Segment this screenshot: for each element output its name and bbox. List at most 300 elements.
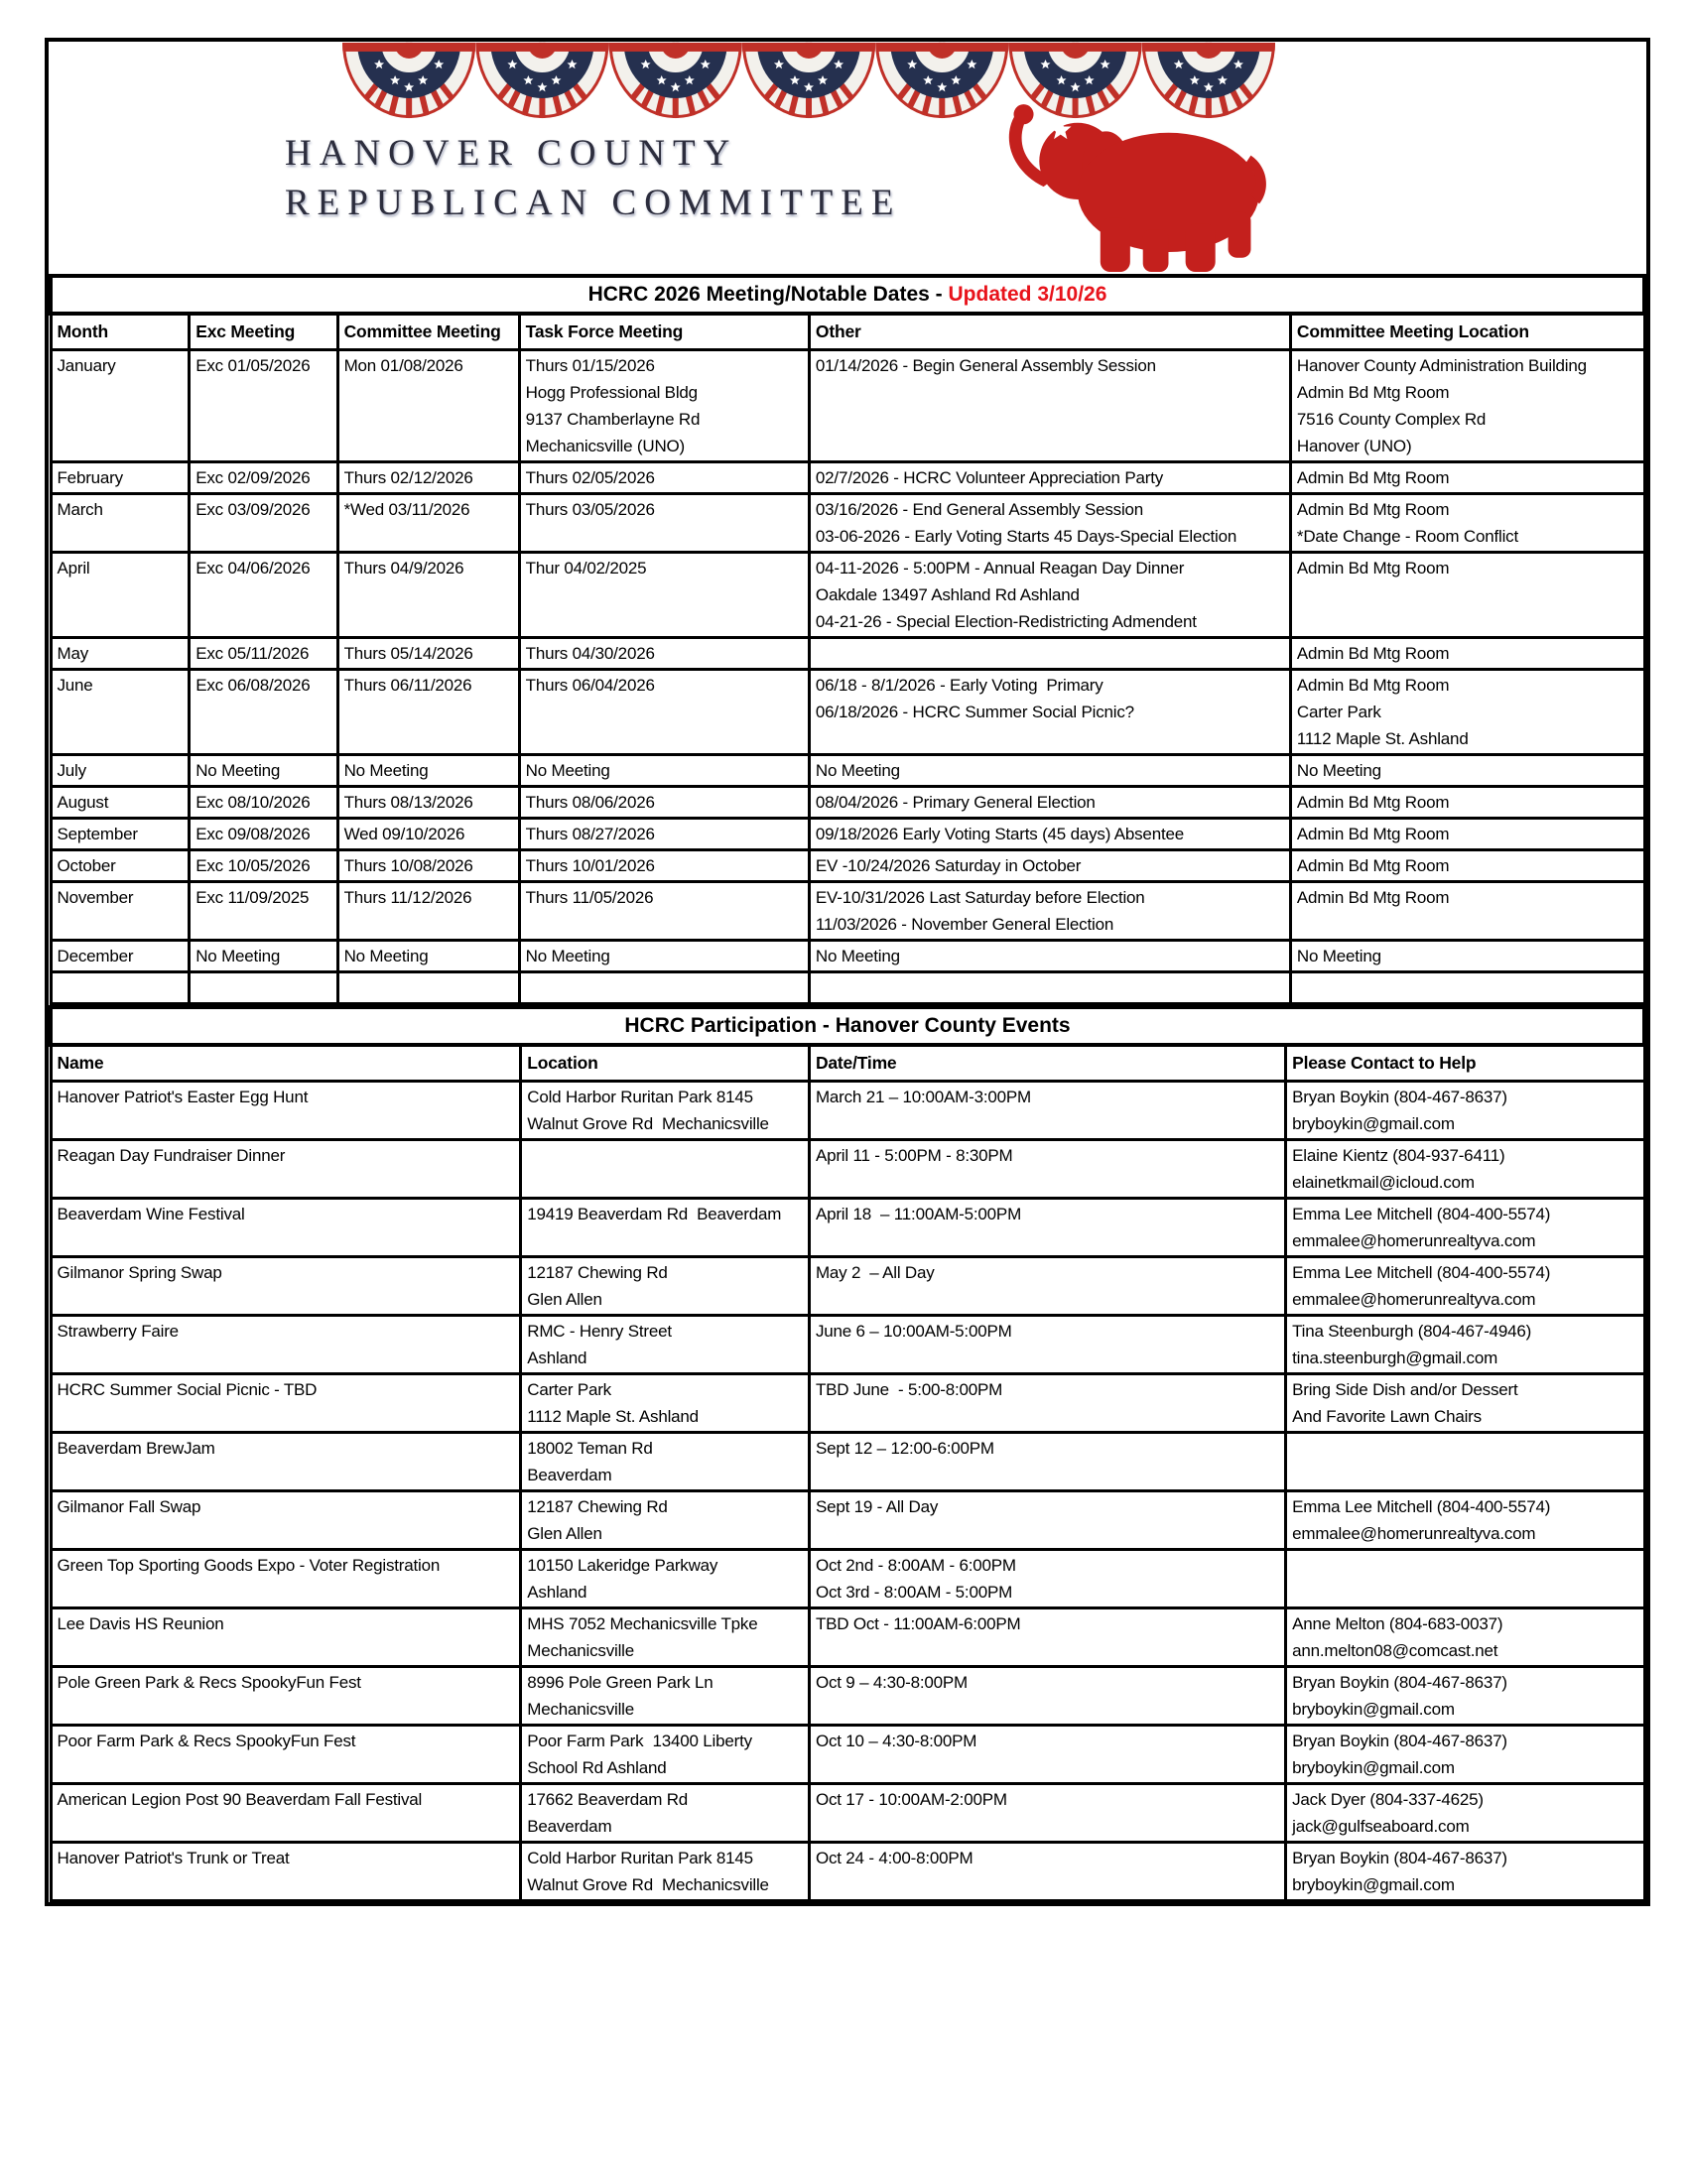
republican-elephant-logo — [979, 87, 1295, 272]
cell-line: Exc 05/11/2026 — [195, 644, 310, 663]
meeting-cell — [519, 755, 809, 787]
meeting-cell — [190, 787, 337, 819]
cell-line: Gilmanor Spring Swap — [57, 1263, 222, 1282]
event-cell — [521, 1257, 810, 1316]
event-cell — [521, 1491, 810, 1550]
meeting-cell — [190, 670, 337, 755]
cell-line: Thurs 08/06/2026 — [525, 793, 655, 812]
event-cell — [51, 1140, 521, 1199]
event-cell — [1286, 1784, 1644, 1843]
events-table-title: HCRC Participation - Hanover County Events — [51, 1007, 1644, 1045]
meeting-cell — [519, 850, 809, 882]
cell-line: Admin Bd Mtg Room — [1296, 825, 1450, 843]
cell-line: Thurs 04/9/2026 — [343, 559, 464, 578]
cell-line: Cold Harbor Ruritan Park 8145 — [527, 1849, 753, 1867]
cell-line: Thurs 05/14/2026 — [343, 644, 473, 663]
meeting-cell — [51, 941, 190, 972]
event-cell — [51, 1433, 521, 1491]
cell-line: No Meeting — [195, 947, 281, 965]
event-cell — [51, 1550, 521, 1608]
event-cell — [809, 1374, 1285, 1433]
cell-line: Emma Lee Mitchell (804-400-5574) — [1292, 1497, 1551, 1516]
cell-line: Thurs 02/05/2026 — [525, 468, 655, 487]
cell-line: Admin Bd Mtg Room — [1296, 500, 1450, 519]
table-row — [51, 1316, 1644, 1374]
cell-line: TBD Oct - 11:00AM-6:00PM — [815, 1614, 1021, 1633]
cell-line: Thurs 06/04/2026 — [525, 676, 655, 695]
meeting-cell — [51, 882, 190, 941]
meeting-cell — [809, 462, 1290, 494]
cell-line: *Date Change - Room Conflict — [1296, 527, 1518, 546]
cell-line: Thurs 10/08/2026 — [343, 856, 473, 875]
cell-line: Thurs 06/11/2026 — [343, 676, 472, 695]
table-row — [51, 850, 1644, 882]
cell-line: Ashland — [527, 1349, 587, 1367]
cell-line: Thurs 02/12/2026 — [343, 468, 473, 487]
meeting-cell — [1290, 972, 1644, 1004]
event-cell — [809, 1316, 1285, 1374]
cell-line: Exc 01/05/2026 — [195, 356, 311, 375]
meeting-cell — [519, 350, 809, 462]
meeting-cell — [190, 882, 337, 941]
cell-line: July — [57, 761, 86, 780]
cell-line: Bryan Boykin (804-467-8637) — [1292, 1732, 1507, 1750]
meeting-cell — [1290, 670, 1644, 755]
cell-line: 06/18/2026 - HCRC Summer Social Picnic? — [815, 703, 1134, 721]
meeting-cell — [190, 819, 337, 850]
cell-line: 1112 Maple St. Ashland — [527, 1407, 699, 1426]
meeting-cell — [51, 494, 190, 553]
cell-line: Elaine Kientz (804-937-6411) — [1292, 1146, 1505, 1165]
cell-line: 12187 Chewing Rd — [527, 1497, 668, 1516]
cell-line: Bryan Boykin (804-467-8637) — [1292, 1849, 1507, 1867]
meeting-cell — [190, 638, 337, 670]
cell-line: bryboykin@gmail.com — [1292, 1875, 1455, 1894]
event-cell — [51, 1082, 521, 1140]
cell-line: emmalee@homerunrealtyva.com — [1292, 1290, 1536, 1309]
event-cell — [521, 1082, 810, 1140]
cell-line: 11/03/2026 - November General Election — [815, 915, 1114, 934]
cell-line: Thurs 08/13/2026 — [343, 793, 473, 812]
cell-line: Emma Lee Mitchell (804-400-5574) — [1292, 1263, 1551, 1282]
col-header-date-time: Date/Time — [809, 1045, 1285, 1082]
cell-line: Ashland — [527, 1583, 587, 1602]
cell-line: Admin Bd Mtg Room — [1296, 383, 1450, 402]
cell-line: Thurs 11/05/2026 — [525, 888, 654, 907]
cell-line: Exc 02/09/2026 — [195, 468, 311, 487]
cell-line: Mechanicsville (UNO) — [525, 437, 686, 455]
cell-line: 08/04/2026 - Primary General Election — [815, 793, 1096, 812]
table-row — [51, 638, 1644, 670]
cell-line — [195, 974, 330, 1001]
event-cell — [521, 1316, 810, 1374]
meeting-cell — [1290, 850, 1644, 882]
cell-line: RMC - Henry Street — [527, 1322, 672, 1341]
meeting-cell — [190, 755, 337, 787]
meeting-table-header-row — [51, 314, 1644, 350]
cell-line: Exc 06/08/2026 — [195, 676, 311, 695]
meeting-cell — [809, 755, 1290, 787]
meeting-cell — [337, 462, 519, 494]
table-row — [51, 1784, 1644, 1843]
cell-line: Admin Bd Mtg Room — [1296, 676, 1450, 695]
event-cell — [809, 1843, 1285, 1901]
cell-line: 01/14/2026 - Begin General Assembly Session — [815, 356, 1156, 375]
event-cell — [809, 1784, 1285, 1843]
meeting-cell — [1290, 787, 1644, 819]
cell-line: April — [57, 559, 90, 578]
cell-line: Admin Bd Mtg Room — [1296, 888, 1450, 907]
meeting-cell — [337, 850, 519, 882]
meeting-cell — [337, 350, 519, 462]
cell-line: Glen Allen — [527, 1524, 602, 1543]
meeting-cell — [190, 972, 337, 1004]
cell-line: 8996 Pole Green Park Ln — [527, 1673, 714, 1692]
col-header-contact: Please Contact to Help — [1286, 1045, 1644, 1082]
event-cell — [1286, 1667, 1644, 1726]
cell-line: Oct 9 – 4:30-8:00PM — [815, 1673, 968, 1692]
table-row — [51, 941, 1644, 972]
cell-line: 02/7/2026 - HCRC Volunteer Appreciation Party — [815, 468, 1164, 487]
meeting-cell — [51, 553, 190, 638]
cell-line: 10150 Lakeridge Parkway — [527, 1556, 718, 1575]
events-table-title-row — [51, 1007, 1644, 1045]
cell-line: April 18 – 11:00AM-5:00PM — [815, 1205, 1022, 1223]
cell-line: 1112 Maple St. Ashland — [1296, 729, 1469, 748]
cell-line: Gilmanor Fall Swap — [57, 1497, 201, 1516]
meeting-cell — [190, 350, 337, 462]
cell-line: Carter Park — [1296, 703, 1381, 721]
event-cell — [51, 1667, 521, 1726]
cell-line: Hogg Professional Bldg — [525, 383, 698, 402]
table-row — [51, 670, 1644, 755]
cell-line: Walnut Grove Rd Mechanicsville — [527, 1875, 769, 1894]
cell-line: Poor Farm Park 13400 Liberty — [527, 1732, 752, 1750]
cell-line: November — [57, 888, 134, 907]
meeting-cell — [809, 670, 1290, 755]
meeting-cell — [809, 850, 1290, 882]
cell-line: Tina Steenburgh (804-467-4946) — [1292, 1322, 1532, 1341]
cell-line: Hanover County Administration Building — [1296, 356, 1587, 375]
cell-line: Bryan Boykin (804-467-8637) — [1292, 1088, 1507, 1106]
meeting-cell — [1290, 638, 1644, 670]
col-header-exc-meeting: Exc Meeting — [190, 314, 337, 350]
meeting-table-updated-text: Updated 3/10/26 — [948, 283, 1107, 306]
meeting-cell — [519, 882, 809, 941]
table-row — [51, 1843, 1644, 1901]
cell-line: emmalee@homerunrealtyva.com — [1292, 1524, 1536, 1543]
event-cell — [51, 1491, 521, 1550]
event-cell — [51, 1843, 521, 1901]
cell-line: 04-21-26 - Special Election-Redistricting Admendent — [815, 612, 1197, 631]
meeting-cell — [519, 638, 809, 670]
table-row — [51, 1257, 1644, 1316]
meeting-cell — [1290, 350, 1644, 462]
event-cell — [521, 1433, 810, 1491]
cell-line: Oct 10 – 4:30-8:00PM — [815, 1732, 977, 1750]
cell-line: May — [57, 644, 89, 663]
cell-line: 06/18 - 8/1/2026 - Early Voting Primary — [815, 676, 1103, 695]
cell-line: Bryan Boykin (804-467-8637) — [1292, 1673, 1507, 1692]
cell-line: 7516 County Complex Rd — [1296, 410, 1487, 429]
event-cell — [1286, 1140, 1644, 1199]
cell-line: No Meeting — [525, 947, 610, 965]
meeting-cell — [51, 850, 190, 882]
event-cell — [521, 1667, 810, 1726]
table-row — [51, 972, 1644, 1004]
cell-line: 19419 Beaverdam Rd Beaverdam — [527, 1205, 782, 1223]
cell-line: Thurs 11/12/2026 — [343, 888, 472, 907]
meeting-cell — [1290, 755, 1644, 787]
meeting-cell — [519, 972, 809, 1004]
event-cell — [51, 1374, 521, 1433]
cell-line: 09/18/2026 Early Voting Starts (45 days) Absentee — [815, 825, 1184, 843]
event-cell — [1286, 1257, 1644, 1316]
event-cell — [51, 1608, 521, 1667]
cell-line: Exc 11/09/2025 — [195, 888, 310, 907]
cell-line: May 2 – All Day — [815, 1263, 935, 1282]
cell-line: No Meeting — [1296, 761, 1381, 780]
table-row — [51, 350, 1644, 462]
cell-line: April 11 - 5:00PM - 8:30PM — [815, 1146, 1013, 1165]
meeting-cell — [809, 787, 1290, 819]
event-cell — [1286, 1843, 1644, 1901]
meeting-cell — [51, 787, 190, 819]
cell-line: Admin Bd Mtg Room — [1296, 793, 1450, 812]
cell-line: No Meeting — [195, 761, 281, 780]
cell-line — [344, 974, 513, 1001]
event-cell — [521, 1843, 810, 1901]
event-cell — [809, 1199, 1285, 1257]
cell-line: And Favorite Lawn Chairs — [1292, 1407, 1482, 1426]
event-cell — [51, 1726, 521, 1784]
event-cell — [521, 1550, 810, 1608]
cell-line: EV -10/24/2026 Saturday in October — [815, 856, 1082, 875]
cell-line: bryboykin@gmail.com — [1292, 1700, 1455, 1719]
meeting-cell — [337, 755, 519, 787]
event-cell — [809, 1608, 1285, 1667]
cell-line: March 21 – 10:00AM-3:00PM — [815, 1088, 1031, 1106]
meeting-cell — [51, 972, 190, 1004]
cell-line: Admin Bd Mtg Room — [1296, 468, 1450, 487]
meeting-cell — [1290, 819, 1644, 850]
cell-line: February — [57, 468, 123, 487]
meeting-cell — [51, 350, 190, 462]
meeting-cell — [519, 819, 809, 850]
meeting-cell — [190, 553, 337, 638]
meeting-cell — [1290, 941, 1644, 972]
event-cell — [1286, 1374, 1644, 1433]
cell-line: EV-10/31/2026 Last Saturday before Election — [815, 888, 1145, 907]
cell-line: Beaverdam — [527, 1466, 612, 1484]
event-cell — [809, 1550, 1285, 1608]
cell-line: June — [57, 676, 93, 695]
event-cell — [521, 1374, 810, 1433]
event-cell — [1286, 1550, 1644, 1608]
meeting-cell — [190, 941, 337, 972]
meeting-cell — [337, 972, 519, 1004]
event-cell — [521, 1726, 810, 1784]
table-row — [51, 1491, 1644, 1550]
cell-line: No Meeting — [343, 761, 429, 780]
meeting-cell — [1290, 882, 1644, 941]
meeting-cell — [190, 494, 337, 553]
cell-line: 03-06-2026 - Early Voting Starts 45 Days-Special Election — [815, 527, 1237, 546]
meeting-cell — [337, 553, 519, 638]
cell-line: Wed 09/10/2026 — [343, 825, 465, 843]
cell-line: bryboykin@gmail.com — [1292, 1758, 1455, 1777]
event-cell — [1286, 1316, 1644, 1374]
cell-line: Carter Park — [527, 1380, 611, 1399]
event-cell — [1286, 1726, 1644, 1784]
cell-line: Oct 3rd - 8:00AM - 5:00PM — [815, 1583, 1013, 1602]
table-row — [51, 787, 1644, 819]
cell-line: bryboykin@gmail.com — [1292, 1114, 1455, 1133]
cell-line: Exc 10/05/2026 — [195, 856, 311, 875]
meeting-cell — [337, 494, 519, 553]
cell-line: No Meeting — [815, 761, 900, 780]
meeting-cell — [809, 494, 1290, 553]
cell-line: Hanover (UNO) — [1296, 437, 1412, 455]
cell-line: Beaverdam Wine Festival — [57, 1205, 245, 1223]
cell-line: Admin Bd Mtg Room — [1296, 856, 1450, 875]
meeting-cell — [809, 882, 1290, 941]
cell-line: Mechanicsville — [527, 1700, 635, 1719]
col-header-month: Month — [51, 314, 190, 350]
cell-line: Pole Green Park & Recs SpookyFun Fest — [57, 1673, 361, 1692]
event-cell — [1286, 1433, 1644, 1491]
cell-line: Cold Harbor Ruritan Park 8145 — [527, 1088, 753, 1106]
cell-line — [58, 974, 184, 1001]
table-row — [51, 819, 1644, 850]
table-row — [51, 1433, 1644, 1491]
cell-line: No Meeting — [343, 947, 429, 965]
cell-line: TBD June - 5:00-8:00PM — [815, 1380, 1003, 1399]
cell-line: Bring Side Dish and/or Dessert — [1292, 1380, 1518, 1399]
cell-line: Reagan Day Fundraiser Dinner — [57, 1146, 286, 1165]
table-row — [51, 462, 1644, 494]
meeting-cell — [809, 553, 1290, 638]
meeting-cell — [1290, 462, 1644, 494]
meeting-cell — [519, 494, 809, 553]
flyer-header — [49, 42, 1646, 274]
cell-line: No Meeting — [1296, 947, 1381, 965]
cell-line: Oct 24 - 4:00-8:00PM — [815, 1849, 973, 1867]
cell-line: Exc 08/10/2026 — [195, 793, 311, 812]
meeting-cell — [51, 638, 190, 670]
cell-line: Admin Bd Mtg Room — [1296, 644, 1450, 663]
col-header-task-force-meeting: Task Force Meeting — [519, 314, 809, 350]
col-header-committee-meeting-location: Committee Meeting Location — [1290, 314, 1644, 350]
event-cell — [1286, 1491, 1644, 1550]
cell-line: tina.steenburgh@gmail.com — [1292, 1349, 1498, 1367]
event-cell — [521, 1199, 810, 1257]
cell-line: Thurs 10/01/2026 — [525, 856, 655, 875]
meeting-cell — [337, 787, 519, 819]
cell-line: Beaverdam — [527, 1817, 612, 1836]
organization-name-line2: REPUBLICAN COMMITTEE — [285, 183, 902, 223]
cell-line: Glen Allen — [527, 1290, 602, 1309]
event-cell — [809, 1726, 1285, 1784]
meeting-cell — [337, 670, 519, 755]
meeting-table-title-text: HCRC 2026 Meeting/Notable Dates - — [587, 283, 949, 306]
meeting-cell — [809, 819, 1290, 850]
cell-line: October — [57, 856, 116, 875]
cell-line: Green Top Sporting Goods Expo - Voter Registration — [57, 1556, 441, 1575]
table-row — [51, 553, 1644, 638]
cell-line: Exc 04/06/2026 — [195, 559, 311, 578]
cell-line: No Meeting — [815, 947, 900, 965]
cell-line: MHS 7052 Mechanicsville Tpke — [527, 1614, 758, 1633]
cell-line: Mon 01/08/2026 — [343, 356, 463, 375]
cell-line: Strawberry Faire — [57, 1322, 179, 1341]
event-cell — [809, 1257, 1285, 1316]
cell-line: HCRC Summer Social Picnic - TBD — [57, 1380, 318, 1399]
table-row — [51, 494, 1644, 553]
cell-line: Anne Melton (804-683-0037) — [1292, 1614, 1503, 1633]
meeting-cell — [51, 462, 190, 494]
cell-line: Oct 17 - 10:00AM-2:00PM — [815, 1790, 1007, 1809]
meeting-cell — [809, 638, 1290, 670]
meeting-cell — [190, 850, 337, 882]
col-header-other: Other — [809, 314, 1290, 350]
cell-line: Mechanicsville — [527, 1641, 635, 1660]
event-cell — [809, 1491, 1285, 1550]
event-cell — [809, 1433, 1285, 1491]
event-cell — [1286, 1199, 1644, 1257]
cell-line: December — [57, 947, 134, 965]
cell-line: 9137 Chamberlayne Rd — [525, 410, 701, 429]
table-row — [51, 755, 1644, 787]
meeting-cell — [519, 787, 809, 819]
event-cell — [51, 1257, 521, 1316]
events-table-header-row — [51, 1045, 1644, 1082]
cell-line: 12187 Chewing Rd — [527, 1263, 668, 1282]
cell-line: Beaverdam BrewJam — [57, 1439, 215, 1458]
cell-line: Admin Bd Mtg Room — [1296, 559, 1450, 578]
meeting-cell — [809, 350, 1290, 462]
meeting-cell — [337, 819, 519, 850]
meeting-table-title-row — [51, 276, 1644, 314]
cell-line: Thurs 04/30/2026 — [525, 644, 655, 663]
event-cell — [1286, 1608, 1644, 1667]
meeting-cell — [337, 638, 519, 670]
meeting-cell — [1290, 494, 1644, 553]
cell-line: Oakdale 13497 Ashland Rd Ashland — [815, 585, 1080, 604]
cell-line: Lee Davis HS Reunion — [57, 1614, 224, 1633]
meeting-table-title — [51, 276, 1644, 314]
cell-line: Thurs 01/15/2026 — [525, 356, 655, 375]
cell-line: Emma Lee Mitchell (804-400-5574) — [1292, 1205, 1551, 1223]
event-cell — [51, 1784, 521, 1843]
cell-line: Jack Dyer (804-337-4625) — [1292, 1790, 1484, 1809]
cell-line: 04-11-2026 - 5:00PM - Annual Reagan Day Dinner — [815, 559, 1185, 578]
organization-name-line1: HANOVER COUNTY — [285, 133, 738, 174]
table-row — [51, 1140, 1644, 1199]
cell-line: Exc 03/09/2026 — [195, 500, 311, 519]
event-cell — [521, 1608, 810, 1667]
cell-line: emmalee@homerunrealtyva.com — [1292, 1231, 1536, 1250]
cell-line: Exc 09/08/2026 — [195, 825, 311, 843]
cell-line: 03/16/2026 - End General Assembly Session — [815, 500, 1144, 519]
table-row — [51, 1726, 1644, 1784]
organization-name — [285, 129, 901, 228]
meeting-cell — [51, 819, 190, 850]
meeting-cell — [809, 972, 1290, 1004]
cell-line: Walnut Grove Rd Mechanicsville — [527, 1114, 769, 1133]
meeting-cell — [519, 462, 809, 494]
cell-line: Poor Farm Park & Recs SpookyFun Fest — [57, 1732, 356, 1750]
